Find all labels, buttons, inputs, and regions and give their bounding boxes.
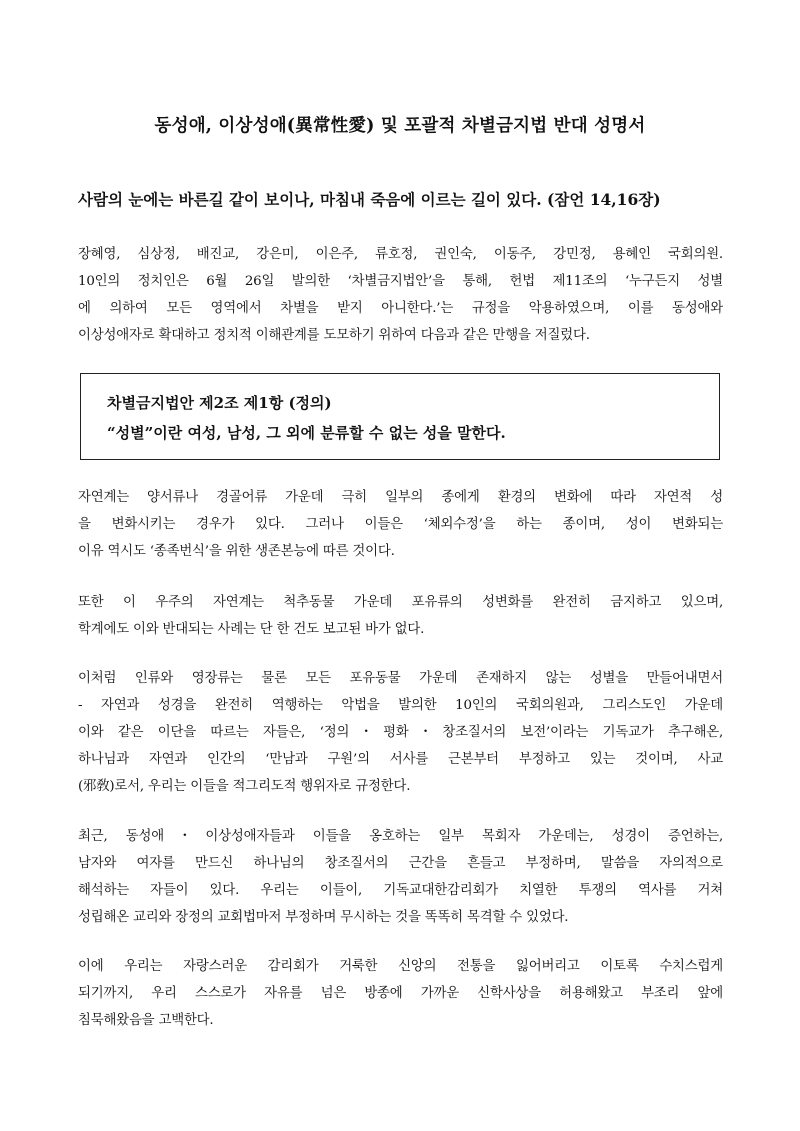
text-line: 침묵해왔음을 고백한다. xyxy=(78,1013,214,1028)
text-line: 이에 우리는 자랑스러운 감리회가 거룩한 신앙의 전통을 잃어버리고 이토록 수치스럽게 xyxy=(78,959,723,974)
text-line: 하나님과 자연과 인간의 ‘만남과 구원’의 서사를 근본부터 부정하고 있는 것이며, 사교 xyxy=(78,752,723,767)
paragraph-lawmakers xyxy=(78,241,723,349)
quoted-article-box xyxy=(80,373,720,460)
text-line: 해석하는 자들이 있다. 우리는 이들이, 기독교대한감리회가 치열한 투쟁의 역사를 거쳐 xyxy=(78,883,723,898)
scripture-subtitle: 사람의 눈에는 바른길 같이 보이나, 마침내 죽음에 이르는 길이 있다. (잠언 14,16장) xyxy=(78,190,661,209)
text-line: (邪敎)로서, 우리는 이들을 적그리도적 행위자로 규정한다. xyxy=(78,779,411,794)
article-heading: 차별금지법안 제2조 제1항 (정의) xyxy=(107,394,332,412)
text-line: 자연계는 양서류나 경골어류 가운데 극히 일부의 종에게 환경의 변화에 따라 자연적 성 xyxy=(78,490,723,505)
text-line: 이상성애자로 확대하고 정치적 이해관계를 도모하기 위하여 다음과 같은 만행을 저질렀다. xyxy=(78,328,590,343)
text-line: 되기까지, 우리 스스로가 자유를 넘은 방종에 가까운 신학사상을 허용해왔고 부조리 앞에 xyxy=(78,986,723,1001)
text-line: 성립해온 교리와 장정의 교회법마저 부정하며 무시하는 것을 똑똑히 목격할 수 있었다. xyxy=(78,910,569,925)
text-line: 이처럼 인류와 영장류는 물론 모든 포유동물 가운데 존재하지 않는 성별을 만들어내면서 xyxy=(78,671,723,686)
paragraph-mammals xyxy=(78,589,723,643)
text-line: 남자와 여자를 만드신 하나님의 창조질서의 근간을 흔들고 부정하며, 말씀을 자의적으로 xyxy=(78,856,723,871)
text-line: 장혜영, 심상정, 배진교, 강은미, 이은주, 류호정, 권인숙, 이동주, 강민정, 용혜인 국회의원. xyxy=(78,247,723,262)
paragraph-recent xyxy=(78,823,723,931)
text-line: 또한 이 우주의 자연계는 척추동물 가운데 포유류의 성변화를 완전히 금지하고 있으며, xyxy=(78,595,723,610)
paragraph-confession xyxy=(78,953,723,1034)
paragraph-heresy xyxy=(78,665,723,800)
text-line: 에 의하여 모든 영역에서 차별을 받지 아니한다.’는 규정을 악용하였으며, 이를 동성애와 xyxy=(78,301,723,316)
text-line: 학계에도 이와 반대되는 사례는 단 한 건도 보고된 바가 없다. xyxy=(78,622,425,637)
document-title: 동성애, 이상성애(異常性愛) 및 포괄적 차별금지법 반대 성명서 xyxy=(154,116,646,136)
text-line: 10인의 정치인은 6월 26일 발의한 ‘차별금지법안’을 통해, 헌법 제11조의 ‘누구든지 성별 xyxy=(78,274,723,289)
text-line: 을 변화시키는 경우가 있다. 그러나 이들은 ‘체외수정’을 하는 종이며, 성이 변화되는 xyxy=(78,517,723,532)
paragraph-nature xyxy=(78,484,723,565)
text-line: - 자연과 성경을 완전히 역행하는 악법을 발의한 10인의 국회의원과, 그리스도인 가운데 xyxy=(78,698,723,713)
text-line: 이유 역시도 ‘종족번식’을 위한 생존본능에 따른 것이다. xyxy=(78,544,395,559)
text-line: 최근, 동성애・이상성애자들과 이들을 옹호하는 일부 목회자 가운데는, 성경이 증언하는, xyxy=(78,829,723,844)
article-definition: “성별”이란 여성, 남성, 그 외에 분류할 수 없는 성을 말한다. xyxy=(107,424,506,442)
text-line: 이와 같은 이단을 따르는 자들은, ‘정의・평화・창조질서의 보전’이라는 기독교가 추구해온, xyxy=(78,725,723,740)
